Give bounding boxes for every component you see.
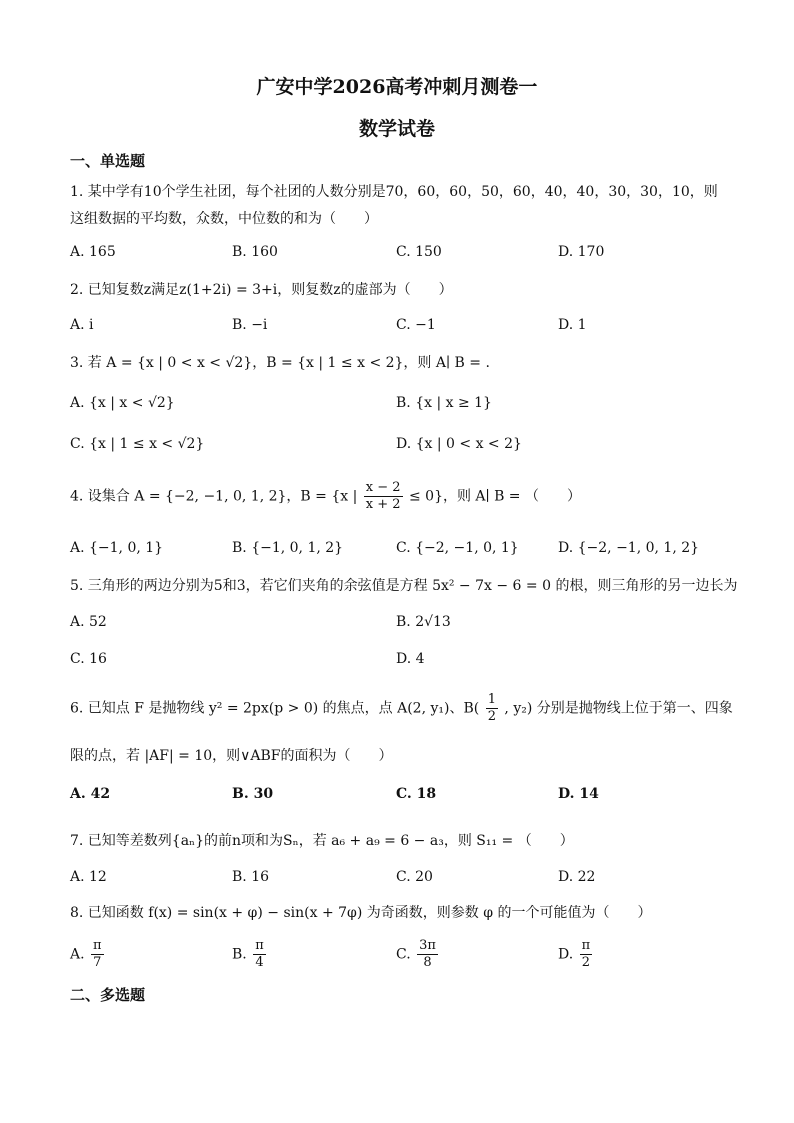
option-a: A. 42 xyxy=(70,786,111,802)
question-4 xyxy=(70,480,730,513)
exam-title: 广安中学2026高考冲刺月测卷一 xyxy=(256,76,538,98)
fraction-denominator: 8 xyxy=(423,955,432,970)
option-a: A. 165 xyxy=(70,244,116,260)
option-b: B. −i xyxy=(232,317,268,333)
option-c: C. {x | 1 ≤ x < √2} xyxy=(70,436,205,452)
question-4-options xyxy=(70,540,730,564)
question-6 xyxy=(70,692,733,725)
question-1: 1. 某中学有10个学生社团，每个社团的人数分别是70，60，60，50，60，40，40，30，30，10，则这组数据的平均数，众数，中位数的和为（ ） xyxy=(70,184,718,227)
option-a: A. {x | x < √2} xyxy=(70,395,175,411)
question-2-options xyxy=(70,317,730,341)
option-d-label: D. xyxy=(558,946,574,963)
option-a: A. 12 xyxy=(70,869,107,885)
option-c: C. −1 xyxy=(396,317,436,333)
option-c: C. 150 xyxy=(396,244,442,260)
fraction-denominator: 2 xyxy=(581,955,591,970)
question-6-options xyxy=(70,786,730,810)
exam-subtitle: 数学试卷 xyxy=(358,118,435,140)
fraction-denominator: 4 xyxy=(255,955,264,970)
option-b xyxy=(232,938,268,971)
option-c-fraction xyxy=(417,938,438,971)
option-c: C. {−2, −1, 0, 1} xyxy=(396,540,519,556)
question-4-fraction xyxy=(364,480,403,513)
question-7: 7. 已知等差数列{aₙ}的前n项和为Sₙ，若 a₆ + a₉ = 6 − a₃，则 S₁₁ = （ ） xyxy=(70,833,574,849)
question-5-options-row2 xyxy=(70,651,730,675)
option-d xyxy=(558,938,594,971)
question-3: 3. 若 A = {x | 0 < x < √2}，B = {x | 1 ≤ x < 2}，则 A∣ B = . xyxy=(70,355,490,371)
fraction-denominator: x + 2 xyxy=(365,497,401,512)
option-a: A. i xyxy=(70,317,94,333)
question-6-fraction xyxy=(486,692,498,725)
option-b: B. {−1, 0, 1, 2} xyxy=(232,540,344,556)
option-d: D. 4 xyxy=(396,651,425,667)
option-d: D. {x | 0 < x < 2} xyxy=(396,436,522,452)
question-8-options xyxy=(70,938,730,974)
option-b: B. {x | x ≥ 1} xyxy=(396,395,492,411)
option-a xyxy=(70,938,106,971)
option-b: B. 16 xyxy=(232,869,270,885)
fraction-numerator: π xyxy=(581,938,591,953)
question-5: 5. 三角形的两边分别为5和3，若它们夹角的余弦值是方程 5x² − 7x − 6 = 0 的根，则三角形的另一边长为 xyxy=(70,578,738,594)
option-d: D. 14 xyxy=(558,786,599,802)
fraction-numerator: 1 xyxy=(487,692,496,707)
option-a: A. 52 xyxy=(70,614,107,630)
fraction-numerator: π xyxy=(255,938,264,953)
section-multi-choice: 二、多选题 xyxy=(70,986,146,1004)
question-3-options-row1 xyxy=(70,395,730,419)
option-d: D. 22 xyxy=(558,869,596,885)
question-1-options xyxy=(70,244,730,268)
option-d: D. {−2, −1, 0, 1, 2} xyxy=(558,540,700,556)
question-2: 2. 已知复数z满足z(1+2i) = 3+i，则复数z的虚部为（ ） xyxy=(70,282,453,298)
question-5-options-row1 xyxy=(70,614,730,638)
option-b: B. 160 xyxy=(232,244,278,260)
option-c xyxy=(396,938,440,971)
fraction-numerator: 3π xyxy=(419,938,436,953)
question-6-line2: 限的点，若 |AF| = 10，则∨ABF的面积为（ ） xyxy=(70,748,393,764)
option-d: D. 1 xyxy=(558,317,587,333)
fraction-numerator: π xyxy=(93,938,102,953)
fraction-denominator: 2 xyxy=(487,709,496,724)
option-b-fraction xyxy=(253,938,266,971)
option-d-fraction xyxy=(580,938,593,971)
option-c-label: C. xyxy=(396,946,411,963)
option-a: A. {−1, 0, 1} xyxy=(70,540,164,556)
option-b: B. 30 xyxy=(232,786,274,802)
question-6-prefix: 6. 已知点 F 是抛物线 y² = 2px(p > 0) 的焦点，点 A(2, y₁)、B( xyxy=(70,700,480,717)
question-8: 8. 已知函数 f(x) = sin(x + φ) − sin(x + 7φ) 为奇函数，则参数 φ 的一个可能值为（ ） xyxy=(70,905,652,921)
question-3-options-row2 xyxy=(70,436,730,460)
option-a-label: A. xyxy=(70,946,85,963)
option-d: D. 170 xyxy=(558,244,605,260)
question-4-suffix: ≤ 0}，则 A∣ B = （ ） xyxy=(408,488,581,505)
fraction-denominator: 7 xyxy=(93,955,102,970)
option-c: C. 16 xyxy=(70,651,107,667)
question-4-prefix: 4. 设集合 A = {−2, −1, 0, 1, 2}，B = {x | xyxy=(70,488,358,505)
option-b: B. 2√13 xyxy=(396,614,451,630)
question-7-options xyxy=(70,869,730,893)
option-c: C. 18 xyxy=(396,786,437,802)
section-single-choice: 一、单选题 xyxy=(70,152,146,170)
option-a-fraction xyxy=(91,938,104,971)
option-b-label: B. xyxy=(232,946,247,963)
option-c: C. 20 xyxy=(396,869,433,885)
question-6-suffix: , y₂) 分别是抛物线上位于第一、四象 xyxy=(504,700,733,717)
fraction-numerator: x − 2 xyxy=(365,480,401,495)
